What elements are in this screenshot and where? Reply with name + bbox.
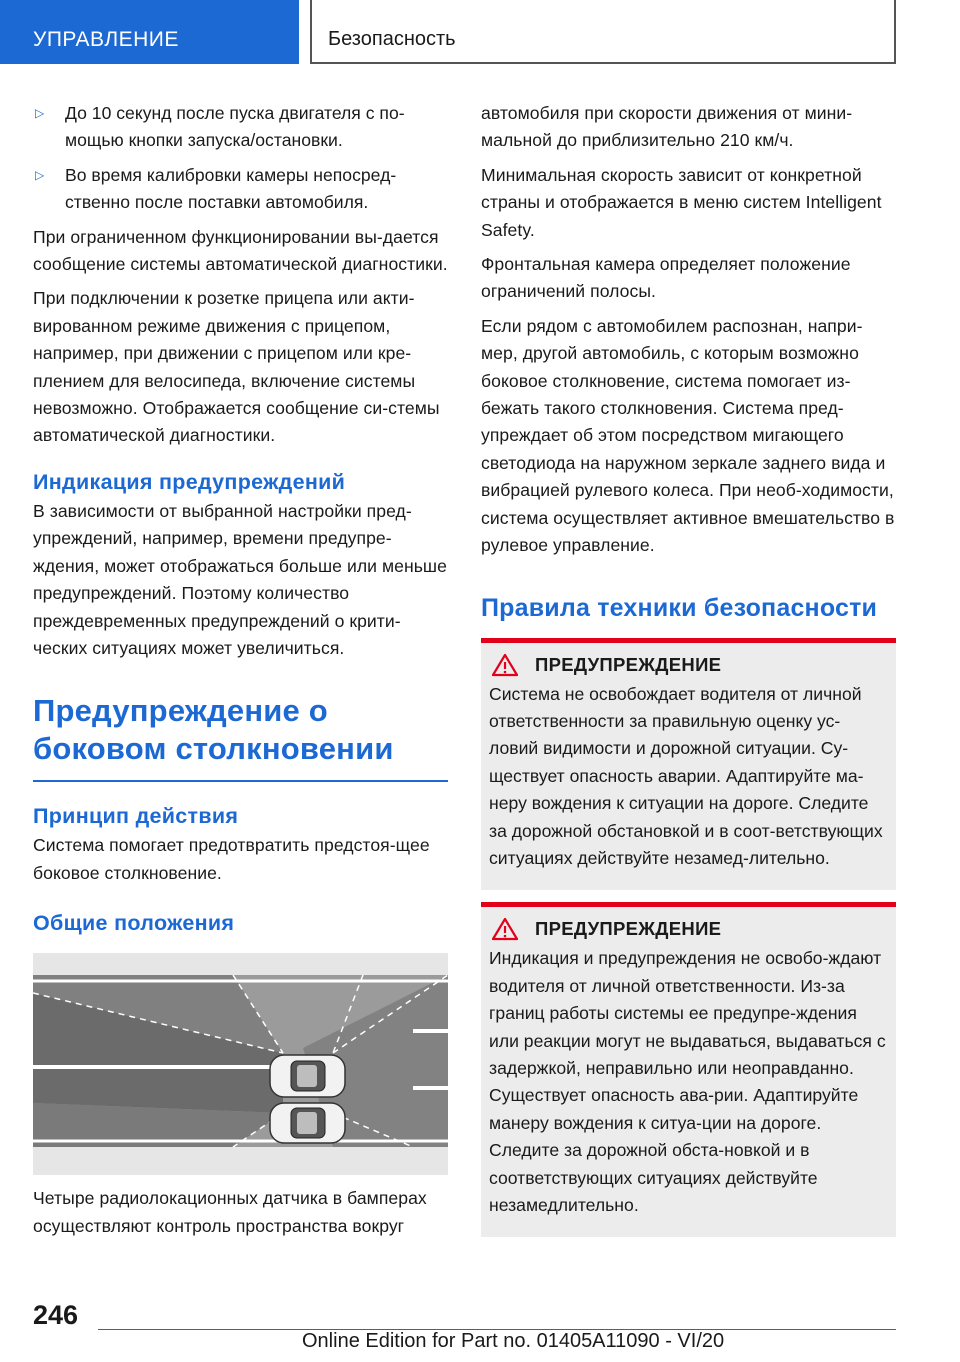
heading-safety-rules: Правила техники безопасности xyxy=(481,593,878,622)
warning-triangle-icon xyxy=(492,653,518,677)
warning-text: Система не освобождает водителя от личной ответственности за правильную оценку ус-ловий видимости и дорожной ситуации. Су-ществует опасность аварии. Адаптируйте ма-неру вождения к ситуации на дороге. Следите за дорожной обстановкой и в соот-ветствующих ситуациях действуйте незамед-лительно. xyxy=(489,683,883,868)
bullet-item xyxy=(33,100,448,155)
warning-title: ПРЕДУПРЕЖДЕНИЕ xyxy=(535,653,722,675)
heading-side-collision xyxy=(33,692,448,768)
page-number: 246 xyxy=(33,1300,79,1330)
heading-general: Общие положения xyxy=(33,911,235,936)
triangle-bullet-icon: ▷ xyxy=(35,106,45,120)
section-tab xyxy=(0,0,299,64)
warning-header xyxy=(489,653,888,677)
heading-principle: Принцип действия xyxy=(33,804,239,829)
triangle-bullet-icon: ▷ xyxy=(35,167,45,182)
warning-box xyxy=(481,907,896,1237)
paragraph: автомобиля при скорости движения от мини-мальной до приблизительно 210 км/ч. xyxy=(481,103,853,151)
bullet-text: Во время калибровки камеры непосред-ственно после поставки автомобиля. xyxy=(65,164,397,213)
warning-title: ПРЕДУПРЕЖДЕНИЕ xyxy=(535,918,722,940)
bullet-item xyxy=(33,162,448,217)
figure-caption: Четыре радиолокационных датчика в бамперах осуществляют контроль пространства вокруг xyxy=(33,1188,427,1236)
paragraph: Система помогает предотвратить предстоя-щее боковое столкновение. xyxy=(33,835,430,883)
heading-line: боковом столкновении xyxy=(33,731,394,767)
warning-box xyxy=(481,643,896,891)
heading-indication: Индикация предупреждений xyxy=(33,469,346,494)
paragraph: Если рядом с автомобилем распознан, напри-мер, другой автомобиль, с которым возможно боковое столкновение, система помогает из-бежать такого столкновения. Система пред-упреждает об этом посредством мигающего светодиода на наружном зеркале заднего вида и вибрацией рулевого колеса. При необ-ходимости, система осуществляет активное вмешательство в рулевое управление. xyxy=(481,315,895,556)
topic-title: Безопасность xyxy=(328,28,456,50)
divider xyxy=(33,780,448,782)
ego-car-icon xyxy=(270,1055,345,1097)
warning-header xyxy=(489,917,888,941)
paragraph: При ограниченном функционировании вы-дается сообщение системы автоматической диагностики. xyxy=(33,226,448,275)
footer-edition: Online Edition for Part no. 01405A11090 - VI/20 xyxy=(302,1330,725,1352)
right-column xyxy=(481,100,896,1237)
section-title: УПРАВЛЕНИЕ xyxy=(33,28,179,51)
warning-triangle-icon xyxy=(492,917,518,941)
warning-text: Индикация и предупреждения не освобо-ждают водителя от личной ответственности. Из-за границ работы системы ее предупре-ждения или реакции могут не выдаваться, выдаваться с задержкой, неправильно или неоправданно. Существует опасность ава-рии. Адаптируйте манеру вождения к ситуа-ции на дороге. Следите за дорожной обста-новкой и в соответствующих ситуациях действуйте незамедлительно. xyxy=(489,948,886,1215)
topic-header xyxy=(310,0,896,64)
heading-line: Предупреждение о xyxy=(33,693,328,729)
adjacent-car-icon xyxy=(270,1103,345,1143)
radar-diagram xyxy=(33,953,448,1175)
sensor-illustration xyxy=(33,953,448,1175)
paragraph: При подключении к розетке прицепа или акти-вированном режиме движения с прицепом, например, при движении с прицепом или кре-плением для велосипеда, включение системы невозможно. Отображается сообщение си-стемы автоматической диагностики. xyxy=(33,288,440,446)
paragraph: Фронтальная камера определяет положение ограничений полосы. xyxy=(481,254,851,302)
paragraph: Минимальная скорость зависит от конкретной страны и отображается в меню систем Intelligent Safety. xyxy=(481,164,882,240)
bullet-text: До 10 секунд после пуска двигателя с по-мощью кнопки запуска/остановки. xyxy=(65,103,405,151)
paragraph: В зависимости от выбранной настройки пред-упреждений, например, времени предупре-ждения, может отображаться больше или меньше предупреждений. Поэтому количество преждевременных предупреждений о крити-ческих ситуациях может увеличиться. xyxy=(33,500,447,658)
left-column xyxy=(33,100,448,1247)
